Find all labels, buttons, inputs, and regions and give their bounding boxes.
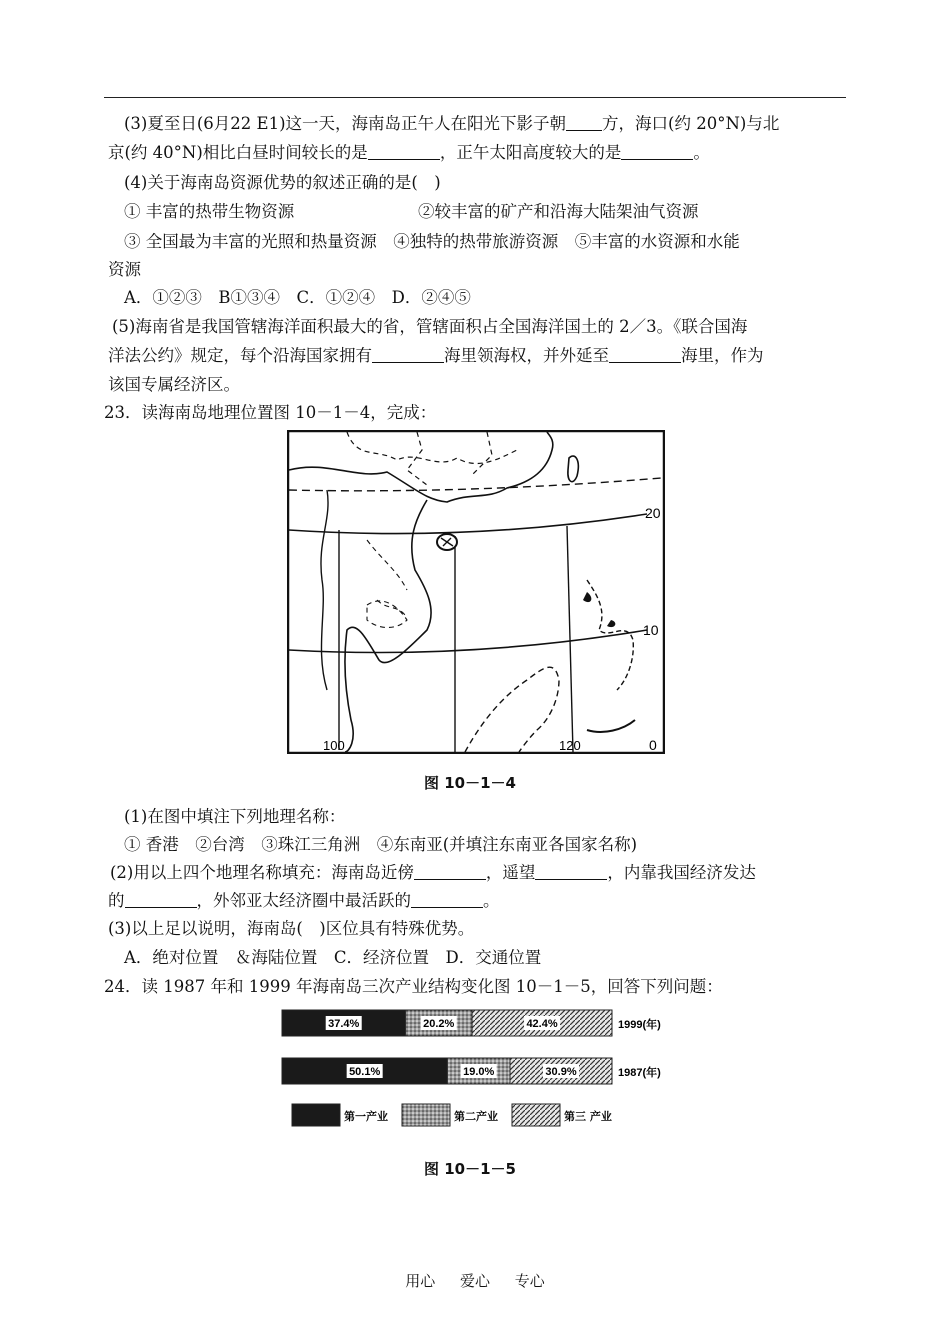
q23-2-line2: 的 ，外邻亚太经济圈中最活跃的 。	[108, 891, 500, 910]
q22-3-line1: (3)夏至日(6月22 E1)这一天，海南岛正午人在阳光下影子朝 方，海口(约 20°N)与北	[124, 114, 780, 133]
fig-10-1-4-caption: 图 10－1－4	[424, 774, 516, 792]
q22-3-line2: 京(约 40°N)相比白昼时间较长的是 ，正午太阳高度较大的是 。	[108, 143, 710, 162]
footer-text-3: 专心	[514, 1272, 545, 1290]
industry-structure-chart	[280, 1000, 680, 1140]
footer-text-1: 用心	[405, 1272, 436, 1290]
q23-1-items: ① 香港 ②台湾 ③珠江三角洲 ④东南亚(并填注东南亚各国家名称)	[124, 835, 638, 854]
bar-label-0-2: 42.4%	[526, 1018, 558, 1030]
legend-swatch-1	[402, 1104, 450, 1126]
blank-longer-daylight[interactable]	[368, 143, 440, 160]
q23-title: 23．读海南岛地理位置图 10－1－4，完成：	[104, 403, 437, 422]
q22-5-line3: 该国专属经济区。	[108, 375, 240, 394]
q22-4-opt3-cont: 资源	[108, 260, 141, 279]
q22-5-line1: (5)海南省是我国管辖海洋面积最大的省，管辖面积占全国海洋国土的 2／3。《联合国海	[112, 317, 748, 336]
q22-4-opt2: ②较丰富的矿产和沿海大陆架油气资源	[418, 202, 699, 221]
blank-direction[interactable]	[566, 114, 602, 131]
blank-faraway[interactable]	[535, 863, 607, 880]
q22-4-opt3: ③ 全国最为丰富的光照和热量资源 ④独特的热带旅游资源 ⑤丰富的水资源和水能	[124, 232, 740, 251]
bar-label-0-0: 37.4%	[328, 1018, 360, 1030]
label-lat-20: 20	[645, 505, 661, 521]
q22-4-opt1: ① 丰富的热带生物资源	[124, 202, 295, 221]
blank-eez[interactable]	[609, 346, 681, 363]
label-lat-10: 10	[643, 622, 659, 638]
legend-label-2: 第三 产业	[564, 1110, 612, 1123]
q24-title: 24．读 1987 年和 1999 年海南岛三次产业结构变化图 10－1－5，回答下列问题：	[104, 977, 723, 996]
page-footer	[0, 1270, 950, 1291]
bar-label-0-1: 20.2%	[423, 1018, 455, 1030]
category-label-0: 1999(年)	[618, 1019, 661, 1031]
blank-inland[interactable]	[125, 891, 197, 908]
legend-swatch-2	[512, 1104, 560, 1126]
q22-4-stem: (4)关于海南岛资源优势的叙述正确的是( )	[124, 173, 441, 192]
q23-3-choices: A．绝对位置 ＆海陆位置 C．经济位置 D．交通位置	[124, 948, 542, 967]
bar-label-1-0: 50.1%	[349, 1066, 381, 1078]
q23-2-line1: (2)用以上四个地理名称填充：海南岛近傍 ，遥望 ，内靠我国经济发达	[110, 863, 756, 882]
blank-nearby[interactable]	[414, 863, 486, 880]
header-rule	[104, 97, 846, 98]
taiwan-island	[568, 456, 578, 482]
q22-5-line2: 洋法公约》规定，每个沿海国家拥有 海里领海权，并外延至 海里，作为	[108, 346, 764, 365]
footer-text-2: 爱心	[459, 1272, 490, 1290]
label-lon-100: 100	[323, 738, 345, 753]
blank-higher-sun[interactable]	[621, 143, 693, 160]
blank-territorial-sea[interactable]	[372, 346, 444, 363]
category-label-1: 1987(年)	[618, 1067, 661, 1079]
q22-4-choices: A．①②③ B①③④ C．①②④ D．②④⑤	[124, 288, 471, 307]
blank-neighbor[interactable]	[411, 891, 483, 908]
bar-label-1-2: 30.9%	[545, 1066, 577, 1078]
fig-10-1-5-caption: 图 10－1－5	[424, 1160, 516, 1178]
legend-label-1: 第二产业	[454, 1110, 498, 1123]
legend-label-0: 第一产业	[344, 1110, 388, 1123]
q23-3: (3)以上足以说明，海南岛( )区位具有特殊优势。	[108, 919, 475, 938]
q23-1: (1)在图中填注下列地理名称：	[124, 807, 346, 826]
label-lat-0: 0	[649, 737, 657, 753]
bar-label-1-1: 19.0%	[463, 1066, 495, 1078]
hainan-location-map	[287, 430, 665, 754]
label-lon-120: 120	[559, 738, 581, 753]
legend-swatch-0	[292, 1104, 340, 1126]
